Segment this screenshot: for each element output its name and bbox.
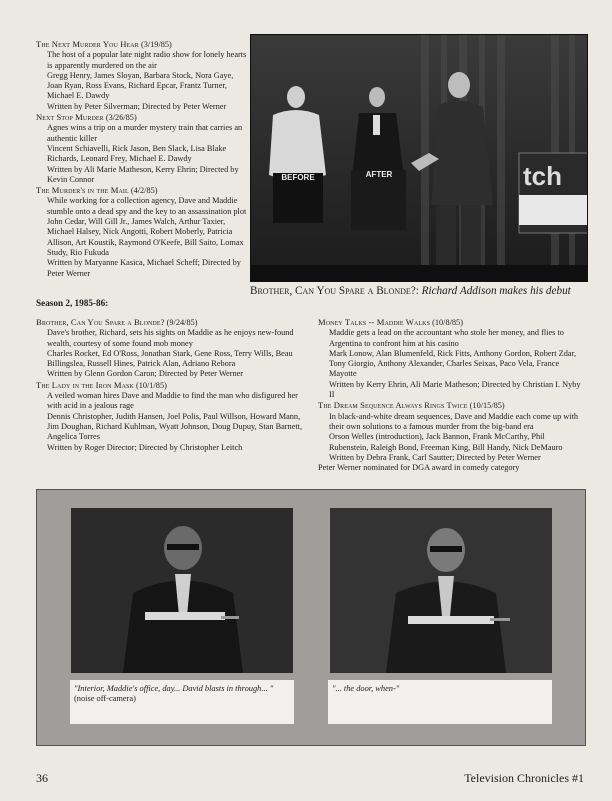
episode-date: (10/1/85) <box>135 380 167 390</box>
episode-cast: Gregg Henry, James Sloyan, Barbara Stock, Nora Gaye, Joan Ryan, Ross Evans, Richard Epcar, Frantz Turner, Michael E. Dawdy <box>47 70 234 101</box>
episode-date: (9/24/85) <box>166 318 198 327</box>
episode-title: The Lady in the Iron Mask <box>36 379 134 390</box>
still-right-caption <box>328 680 552 724</box>
episode-date: (10/8/85) <box>432 318 463 327</box>
stage-photo <box>250 34 588 282</box>
episode-list-season2-left <box>36 317 304 453</box>
episode-date: (4/2/85) <box>130 186 158 196</box>
episode-synopsis: Agnes wins a trip on a murder mystery train that carries an authentic killer <box>47 123 243 143</box>
episode-cast: John Cedar, Will Gill Jr., James Walch, Arthur Taxier, Michael Halsey, Nick Angotti, Robert Moberly, Patricia Allison, Art Koustik, Raymond O'Keefe, Bill Saito, Lomax Study, Rio Fukuda <box>47 217 244 257</box>
episode-cast: Orson Welles (introduction), Jack Bannon, Frank McCarthy, Phil Rubenstein, Raleigh Bond, Freeman King, Bill Handy, Nick DeMauro <box>329 432 563 452</box>
episode-title: Next Stop Murder <box>36 112 104 123</box>
episode-entry <box>36 185 248 279</box>
season-heading: Season 2, 1985-86: <box>36 298 109 308</box>
episode-entry <box>318 400 586 473</box>
caption-episode-title: Brother, Can You Spare a Blonde?: <box>250 285 419 297</box>
still-left-note: (noise off-camera) <box>74 694 136 704</box>
still-left-quote: "Interior, Maddie's office, day... David blasts in through... " <box>74 684 274 693</box>
episode-synopsis: The host of a popular late night radio show for lonely hearts is apparently murdered on the air <box>47 50 247 70</box>
episode-title: The Murder's in the Mail <box>36 185 129 196</box>
episode-list-season2-right <box>318 317 586 473</box>
episode-synopsis: In black-and-white dream sequences, Dave and Maddie each come up with their own solutions to a famous murder from the big-band era <box>329 411 579 431</box>
still-left <box>71 508 293 673</box>
episode-date: (10/15/85) <box>469 401 505 411</box>
episode-credits: Written by Maryanne Kasica, Michael Scheff; Directed by Peter Werner <box>47 258 241 278</box>
after-sign: AFTER <box>365 170 393 179</box>
episode-date: (3/26/85) <box>105 113 137 123</box>
episode-credits: Written by Ali Marie Matheson, Kerry Ehrin; Directed by Kevin Connor <box>47 164 239 184</box>
episode-list-season1 <box>36 39 248 279</box>
episode-cast: Dennis Christopher, Judith Hansen, Joel Polis, Paul Willson, Howard Mann, Jim Doughan, Richard Kuhlman, Wyatt Johnson, Doug Dupuy, Stan Barnett, Angelica Torres <box>47 411 303 442</box>
stage-photo-caption <box>250 285 588 298</box>
episode-title: Money Talks -- Maddie Walks <box>318 317 431 327</box>
episode-entry <box>36 380 304 453</box>
episode-cast: Charles Rocket, Ed O'Ross, Jonathan Stark, Gene Ross, Terry Wills, Beau Billingslea, Russell Hines, Patrick Alan, Adriano Rebora <box>47 348 293 369</box>
episode-entry <box>36 317 304 380</box>
caption-text: Richard Addison makes his debut <box>421 285 571 297</box>
episode-note: Peter Werner nominated for DGA award in comedy category <box>318 463 520 473</box>
episode-credits: Written by Debra Frank, Carl Sautter; Directed by Peter Werner <box>329 452 541 462</box>
still-right-illustration <box>330 508 552 673</box>
stills-panel <box>36 489 586 746</box>
episode-credits: Written by Glenn Gordon Caron; Directed by Peter Werner <box>47 369 244 379</box>
episode-title: Brother, Can You Spare a Blonde? <box>36 317 165 327</box>
episode-synopsis: A veiled woman hires Dave and Maddie to find the man who disfigured her with acid in a jealous rage <box>47 391 298 411</box>
backdrop-sign-text: tch <box>523 161 562 191</box>
episode-synopsis: Dave's brother, Richard, sets his sights on Maddie as he enjoys new-found wealth, courtesy of some found mob money <box>47 328 294 348</box>
episode-cast: Mark Lonow, Alan Blumenfeld, Rick Fitts, Anthony Gordon, Robert Zdar, Tony Giorgio, Anthony Alexander, Charles Seixas, Paco Vela, France Mayotte <box>329 348 577 379</box>
episode-entry <box>36 112 248 185</box>
episode-credits: Written by Peter Silverman; Directed by Peter Werner <box>47 101 227 111</box>
publication-name: Television Chronicles #1 <box>464 771 584 785</box>
episode-entry <box>318 317 586 400</box>
episode-credits: Written by Roger Director; Directed by Christopher Leitch <box>47 442 243 452</box>
stage-photo-illustration <box>251 35 588 282</box>
episode-entry <box>36 39 248 112</box>
page-number: 36 <box>36 771 48 785</box>
still-right <box>330 508 552 673</box>
episode-date: (3/19/85) <box>140 40 172 49</box>
episode-title: The Dream Sequence Always Rings Twice <box>318 400 468 411</box>
episode-title: The Next Murder You Hear <box>36 39 139 49</box>
episode-synopsis: Maddie gets a lead on the accountant who stole her money, and flies to Argentina to confront him at his casino <box>329 328 564 348</box>
still-right-quote: "... the door, when-" <box>332 684 400 693</box>
still-left-illustration <box>71 508 293 673</box>
before-sign: BEFORE <box>281 173 315 182</box>
episode-credits: Written by Kerry Ehrin, Ali Marie Matheson; Directed by Christian I. Nyby II <box>329 379 581 400</box>
episode-synopsis: While working for a collection agency, Dave and Maddie stumble onto a dead spy and the key to an assassination plot <box>47 196 247 216</box>
episode-cast: Vincent Schiavelli, Rick Jason, Ben Slack, Lisa Blake Richards, Leonard Frey, Michael E. Dawdy <box>47 143 227 164</box>
still-left-caption <box>70 680 294 724</box>
